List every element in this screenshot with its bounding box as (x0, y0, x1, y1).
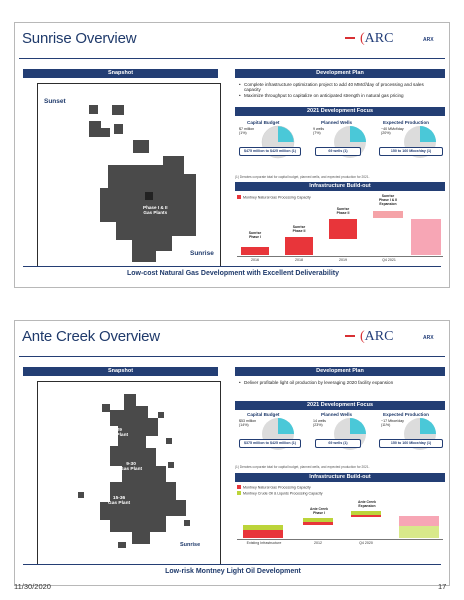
metric-value: ~40 MMcf/day (20%) (381, 127, 404, 136)
bar-label: Ante Creek Expansion (358, 500, 376, 508)
ticker-label: ARX (423, 37, 434, 43)
x-axis (237, 539, 443, 540)
metric-title: Expected Production (383, 120, 429, 125)
map-label-sunrise: Sunrise (180, 542, 201, 548)
x-tick: Q4 2021 (382, 258, 396, 262)
legend-label: Montney Crude Oil & Liquids Processing Capacity (243, 491, 323, 496)
bar-2018 (285, 237, 313, 255)
metric-title: Planned Wells (321, 412, 353, 417)
x-axis (237, 256, 443, 257)
snapshot-map (37, 381, 221, 565)
footnote: (1) Denotes corporate total for capital budget, planned wells, and expected production for 2021. (235, 175, 370, 179)
bar-label: Sunrise Phase II (336, 207, 350, 215)
metric-total-pill: 69 wells (1) (315, 439, 361, 448)
metric-value: 14 wells (23%) (313, 419, 326, 428)
legend-swatch (237, 485, 241, 489)
metric-total-pill: 69 wells (1) (315, 147, 361, 156)
metric-value: 9 wells (7%) (313, 127, 324, 136)
bar-2012-gas (303, 522, 333, 525)
plan-header: Development Plan (235, 367, 445, 376)
arc-logo: (ARC (360, 31, 394, 46)
map-label-sunset: Sunset (44, 98, 66, 105)
bar-label: Sunrise Phase I (248, 231, 262, 239)
snapshot-map (37, 83, 221, 267)
bar-existing-gas (243, 530, 283, 538)
x-tick: 2019 (339, 258, 347, 262)
x-tick: 2012 (314, 541, 322, 545)
bar-label: Sunrise Phase I & II Expansion (378, 194, 398, 206)
plan-bullets (239, 380, 441, 385)
metric-total-pill: $375 million to $425 million (1) (239, 439, 301, 448)
metric-title: Expected Production (383, 412, 429, 417)
infra-header: Infrastructure Build-out (235, 182, 445, 191)
x-tick: Existing Infrastructure (246, 541, 282, 545)
caption-rule (23, 266, 441, 267)
map-label-2-29-plant: 2-29 Gas Plant (106, 428, 129, 439)
footer-date: 11/30/2020 (14, 582, 51, 591)
caption-rule (23, 564, 441, 565)
bar-2016 (241, 247, 269, 255)
ticker-label: ARX (423, 335, 434, 341)
metric-total-pill: 150 to 160 Mboe/day (1) (379, 147, 443, 156)
slide-title: Sunrise Overview (22, 30, 137, 47)
legend-label: Montney Natural Gas Processing Capacity (243, 195, 311, 200)
bar-label: Sunrise Phase II (292, 225, 306, 233)
metric-total-pill: 150 to 160 Mboe/day (1) (379, 439, 443, 448)
x-tick: Q4 2020 (359, 541, 373, 545)
metric-title: Planned Wells (321, 120, 353, 125)
snapshot-header: Snapshot (23, 367, 218, 376)
ante-creek-land-map (38, 382, 220, 564)
focus-header: 2021 Development Focus (235, 401, 445, 410)
footnote: (1) Denotes corporate total for capital budget, planned wells, and expected production for 2021. (235, 465, 370, 469)
bar-total-2021 (411, 219, 441, 255)
x-tick: 2016 (251, 258, 259, 262)
slide-title: Ante Creek Overview (22, 328, 160, 345)
bar-total-gas (399, 516, 439, 526)
plan-bullet: • Deliver profitable light oil production by leveraging 2020 facility expansion (239, 380, 441, 385)
slide-sunrise-overview (14, 22, 450, 288)
arc-logo: (ARC (360, 329, 394, 344)
map-label-gas-plants: Phase I & II Gas Plants (143, 205, 168, 216)
metric-total-pill: $475 million to $425 million (1) (239, 147, 301, 156)
metric-value: $53 million (14%) (239, 419, 257, 428)
metric-title: Capital Budget (247, 412, 280, 417)
plan-bullet: • Maximize throughput to capitalize on anticipated strength in natural gas pricing (239, 93, 441, 98)
focus-header: 2021 Development Focus (235, 107, 445, 116)
metric-value: $7 million (1%) (239, 127, 255, 136)
metric-title: Capital Budget (247, 120, 280, 125)
legend-swatch (237, 195, 241, 199)
map-label-sunrise: Sunrise (190, 250, 214, 257)
slide-ante-creek-overview (14, 320, 450, 586)
legend-label: Montney Natural Gas Processing Capacity (243, 485, 311, 490)
map-label-9-30-plant: 9-30 Gas Plant (120, 462, 143, 473)
map-label-15-36-plant: 15-36 Gas Plant (108, 496, 131, 507)
plan-header: Development Plan (235, 69, 445, 78)
infra-legend-oil (237, 491, 323, 496)
infra-legend-gas (237, 485, 311, 490)
bar-q4-2021 (373, 211, 403, 218)
legend-swatch (237, 491, 241, 495)
bar-label: Ante Creek Phase I (310, 507, 328, 515)
sunrise-land-map (38, 84, 220, 266)
infra-legend (237, 195, 311, 200)
bar-q4-2020-gas (351, 515, 381, 517)
plan-bullets (239, 82, 441, 98)
metric-value: ~17 Mboe/day (11%) (381, 419, 404, 428)
slide-caption: Low-risk Montney Light Oil Development (165, 568, 301, 575)
bar-total-oil (399, 526, 439, 538)
snapshot-header: Snapshot (23, 69, 218, 78)
slide-caption: Low-cost Natural Gas Development with Excellent Deliverability (126, 270, 339, 277)
title-rule (19, 356, 445, 357)
logo-dash (345, 335, 355, 337)
x-tick: 2018 (295, 258, 303, 262)
title-rule (19, 58, 445, 59)
logo-dash (345, 37, 355, 39)
infra-header: Infrastructure Build-out (235, 473, 445, 482)
footer-page-number: 17 (438, 582, 447, 591)
plan-bullet: • Complete infrastructure optimization project to add 40 MMcf/day of processing and sales capacity (239, 82, 441, 93)
bar-2019 (329, 219, 357, 239)
